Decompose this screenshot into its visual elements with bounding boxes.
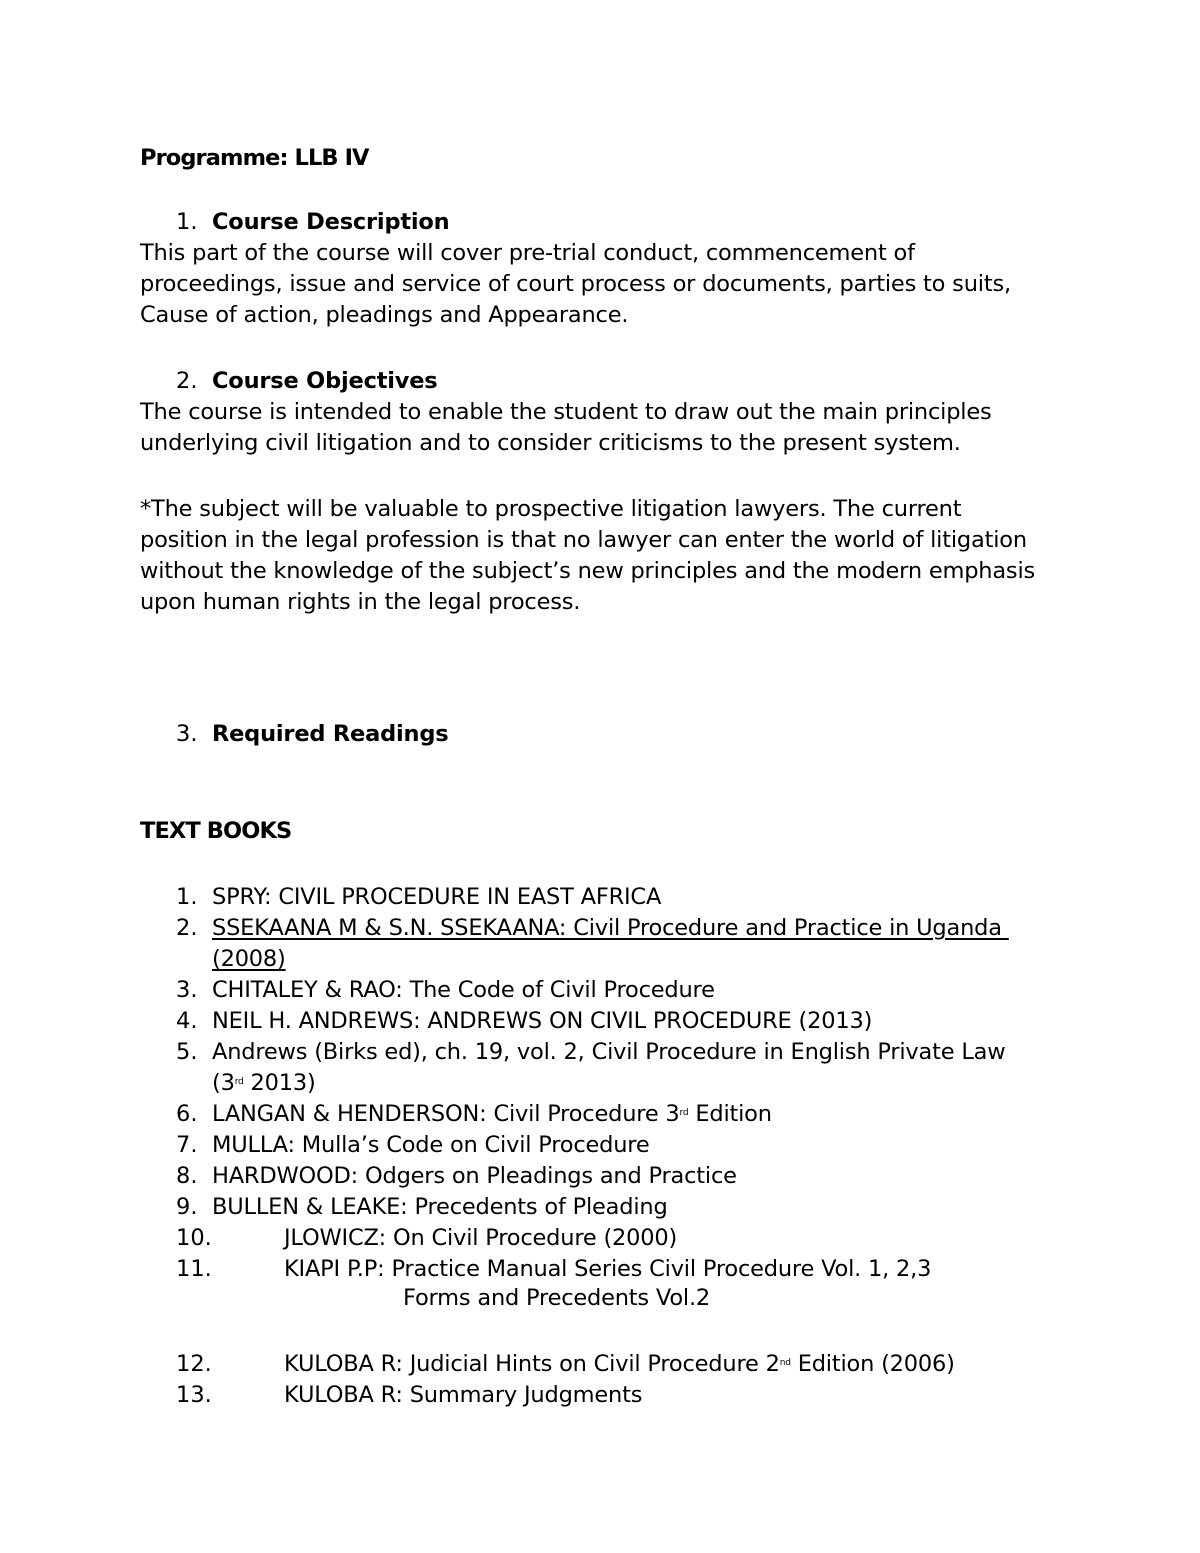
list-number: 8.	[176, 1163, 198, 1189]
paragraph-line: Cause of action, pleadings and Appearance.	[140, 302, 629, 328]
list-item-continuation: (2008)	[212, 946, 286, 972]
section-heading-course-objectives: Course Objectives	[212, 368, 438, 394]
section-heading-course-description: Course Description	[212, 209, 450, 235]
section-number: 3.	[176, 721, 198, 747]
list-item: SSEKAANA M & S.N. SSEKAANA: Civil Procedure and Practice in Uganda	[212, 915, 1009, 941]
list-item: KULOBA R: Summary Judgments	[284, 1382, 643, 1408]
list-number: 11.	[176, 1256, 212, 1282]
list-number: 2.	[176, 915, 198, 941]
list-item: Andrews (Birks ed), ch. 19, vol. 2, Civil Procedure in English Private Law	[212, 1039, 1006, 1065]
list-number: 5.	[176, 1039, 198, 1065]
list-item: KULOBA R: Judicial Hints on Civil Procedure 2nd Edition (2006)	[284, 1351, 955, 1377]
textbooks-heading: TEXT BOOKS	[140, 818, 292, 844]
note-line: without the knowledge of the subject’s new principles and the modern emphasis	[140, 558, 1036, 584]
list-number: 3.	[176, 977, 198, 1003]
list-item: CHITALEY & RAO: The Code of Civil Procedure	[212, 977, 715, 1003]
list-item-continuation: Forms and Precedents Vol.2	[403, 1285, 711, 1311]
paragraph-line: underlying civil litigation and to consider criticisms to the present system.	[140, 430, 961, 456]
note-line: position in the legal profession is that no lawyer can enter the world of litigation	[140, 527, 1027, 553]
list-number: 12.	[176, 1351, 212, 1377]
list-number: 1.	[176, 884, 198, 910]
list-item: SPRY: CIVIL PROCEDURE IN EAST AFRICA	[212, 884, 662, 910]
list-item: NEIL H. ANDREWS: ANDREWS ON CIVIL PROCEDURE (2013)	[212, 1008, 873, 1034]
list-number: 10.	[176, 1225, 212, 1251]
section-heading-required-readings: Required Readings	[212, 721, 449, 747]
list-item: KIAPI P.P: Practice Manual Series Civil Procedure Vol. 1, 2,3	[284, 1256, 932, 1282]
paragraph-line: proceedings, issue and service of court process or documents, parties to suits,	[140, 271, 1011, 297]
section-number: 1.	[176, 209, 198, 235]
list-item: BULLEN & LEAKE: Precedents of Pleading	[212, 1194, 668, 1220]
list-number: 6.	[176, 1101, 198, 1127]
list-item: HARDWOOD: Odgers on Pleadings and Practice	[212, 1163, 737, 1189]
list-item: MULLA: Mulla’s Code on Civil Procedure	[212, 1132, 650, 1158]
list-item-continuation: (3rd 2013)	[212, 1070, 316, 1096]
paragraph-line: This part of the course will cover pre-trial conduct, commencement of	[140, 240, 915, 266]
list-number: 9.	[176, 1194, 198, 1220]
list-number: 7.	[176, 1132, 198, 1158]
list-item: JLOWICZ: On Civil Procedure (2000)	[284, 1225, 678, 1251]
list-number: 13.	[176, 1382, 212, 1408]
list-item: LANGAN & HENDERSON: Civil Procedure 3rd Edition	[212, 1101, 772, 1127]
note-line: upon human rights in the legal process.	[140, 589, 581, 615]
section-number: 2.	[176, 368, 198, 394]
programme-title: Programme: LLB IV	[140, 145, 369, 171]
note-line: *The subject will be valuable to prospective litigation lawyers. The current	[140, 496, 962, 522]
list-number: 4.	[176, 1008, 198, 1034]
paragraph-line: The course is intended to enable the student to draw out the main principles	[140, 399, 992, 425]
